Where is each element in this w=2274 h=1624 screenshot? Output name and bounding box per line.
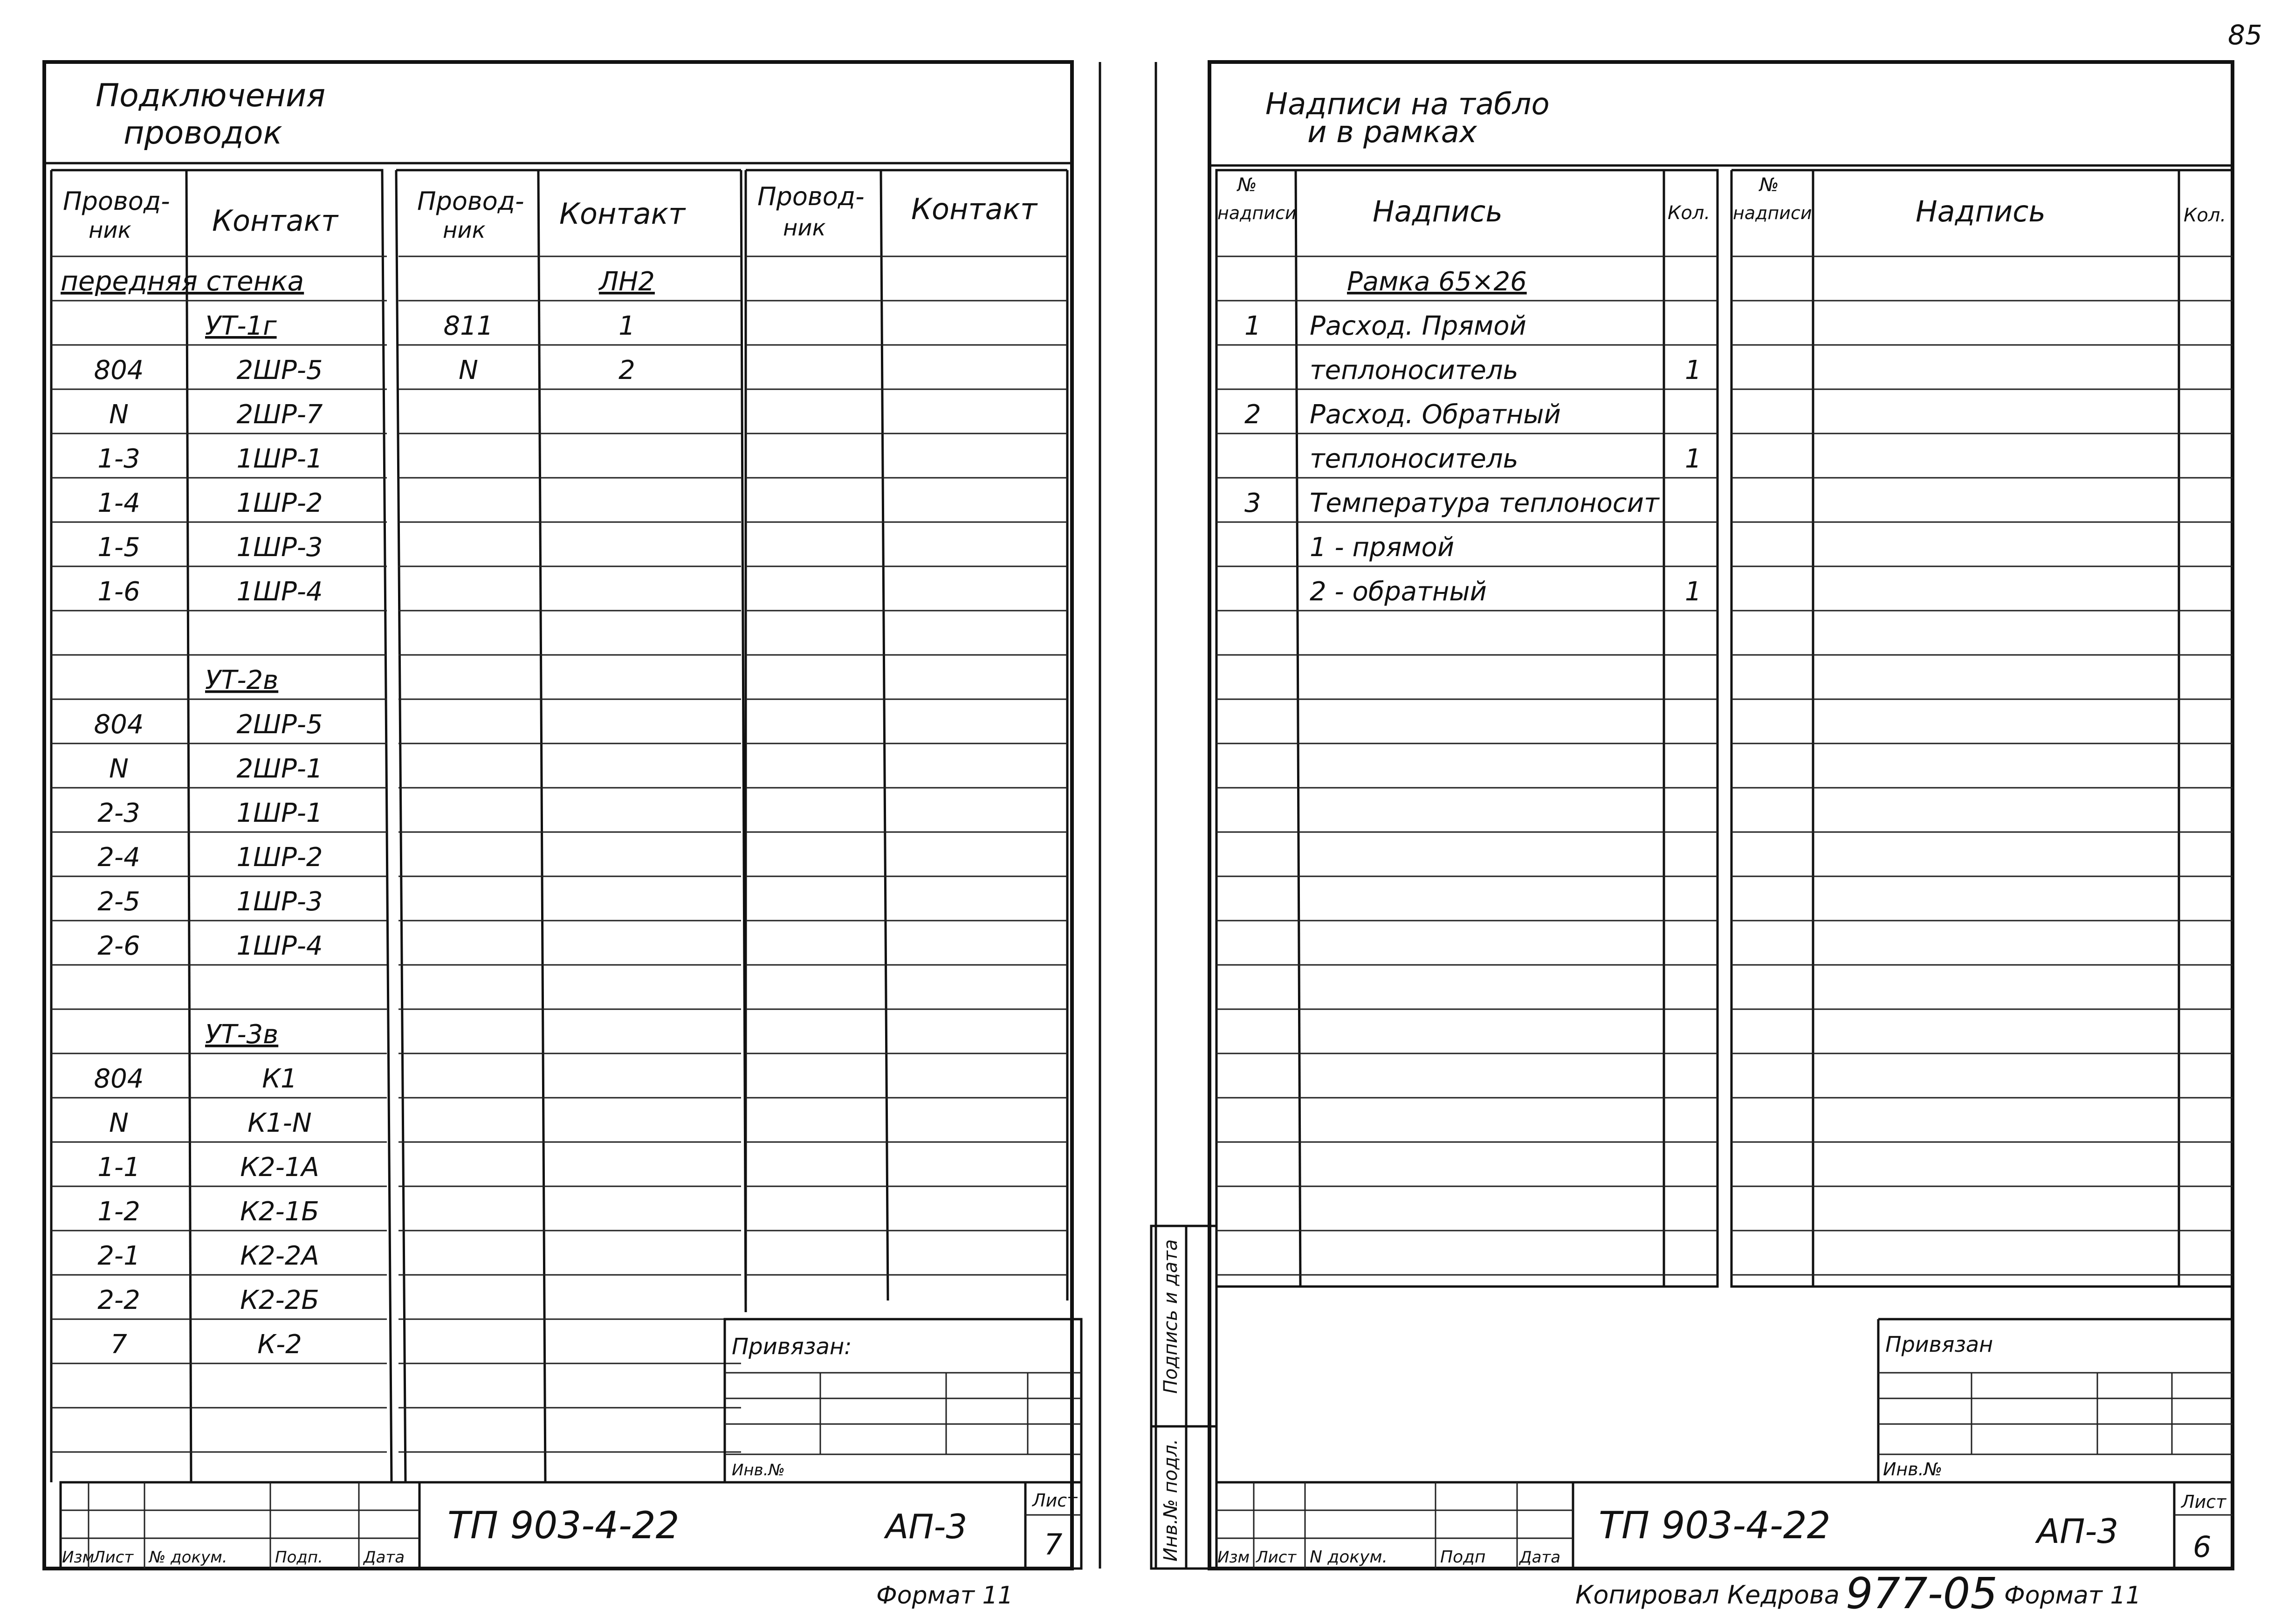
ra-header-qty: Кол. (1668, 202, 1711, 224)
t1-conductor: N (109, 399, 129, 430)
t1-conductor: 1-3 (97, 444, 140, 474)
t1-conductor: 1-6 (97, 577, 140, 607)
t1-conductor: 1-4 (97, 488, 140, 518)
left-bound-label: Привязан: (732, 1334, 852, 1360)
ra-qty: 1 (1685, 444, 1702, 474)
t1-contact: 1ШР-1 (236, 444, 323, 474)
ra-qty: 1 (1685, 355, 1702, 385)
t1-conductor: N (109, 754, 129, 784)
left-title-line1: Подключения (96, 77, 326, 114)
rb-header-num-1: № (1759, 174, 1779, 196)
inscriptions-table-b (1731, 170, 2233, 1287)
t1-contact: К2-1А (240, 1152, 319, 1183)
ra-num: 3 (1244, 488, 1261, 518)
t3-header-conductor-1: Провод- (757, 182, 865, 211)
t1-contact: 1ШР-1 (236, 798, 323, 828)
binding-strip (1072, 62, 1216, 1569)
t1-contact: 2ШР-1 (236, 754, 323, 784)
right-sheet (1209, 62, 2233, 1618)
ra-text: Расход. Прямой (1310, 311, 1526, 341)
t1-conductor: 804 (94, 709, 144, 740)
t1-section-title: передняя стенка (61, 265, 304, 297)
t1-conductor: 804 (94, 1064, 144, 1094)
t1-conductor: 2-6 (97, 931, 140, 961)
t1-conductor: 2-3 (97, 798, 140, 828)
t1-contact: 1ШР-3 (236, 887, 323, 917)
ra-num: 2 (1244, 399, 1261, 430)
t1-contact: 1ШР-4 (236, 577, 323, 607)
left-title-line2: проводок (124, 115, 282, 151)
t2-header-conductor-1: Провод- (417, 186, 524, 216)
page-number: 85 (2228, 19, 2262, 51)
right-bound-block (1878, 1319, 2233, 1482)
right-bound-label: Привязан (1885, 1332, 1993, 1357)
t1-contact: 2ШР-7 (236, 399, 323, 430)
t1-contact: 2ШР-5 (236, 355, 323, 385)
right-stamp-sheet-label: Лист (2181, 1492, 2226, 1512)
t2-header-conductor-2: ник (443, 217, 486, 243)
right-title-line1: Надписи на табло (1265, 87, 1550, 122)
right-stamp-sign: Подп (1440, 1548, 1486, 1567)
t1-conductor: 2-5 (97, 887, 140, 917)
inscriptions-table-a (1216, 170, 1718, 1287)
left-stamp-docno: № докум. (149, 1548, 227, 1567)
t2-conductor: N (459, 355, 478, 385)
right-stamp-section: АП-3 (2037, 1512, 2119, 1551)
right-stamp-izm: Изм (1217, 1548, 1250, 1567)
ra-text: 1 - прямой (1310, 532, 1455, 563)
left-stamp-date: Дата (364, 1548, 405, 1567)
t1-contact: К-2 (257, 1329, 302, 1360)
left-stamp-section: АП-3 (886, 1507, 968, 1546)
right-stamp-docno: N докум. (1310, 1548, 1388, 1567)
t1-conductor: 1-2 (97, 1197, 140, 1227)
t1-header-contact: Контакт (212, 204, 338, 238)
ra-header-num-2: надписи (1217, 203, 1297, 223)
ra-text: теплоноситель (1310, 444, 1518, 474)
t1-contact: К1 (262, 1064, 297, 1094)
right-inv-label: Инв.№ (1883, 1459, 1943, 1479)
t1-contact: 1ШР-2 (236, 488, 323, 518)
t1-conductor: 804 (94, 355, 144, 385)
t1-conductor: 2-4 (97, 842, 140, 873)
left-sheet (44, 62, 1081, 1610)
ra-num: 1 (1244, 311, 1261, 341)
ra-frame-heading: Рамка 65×26 (1347, 267, 1527, 297)
ra-text: теплоноситель (1310, 355, 1518, 385)
t1-contact: 1ШР-4 (236, 931, 323, 961)
right-title-block (1216, 1482, 2233, 1569)
t2-group-heading: ЛН2 (599, 267, 655, 297)
t1-contact: К2-2А (240, 1241, 319, 1271)
left-stamp-sign: Подп. (275, 1548, 323, 1567)
t1-group-heading: УТ-1г (205, 311, 277, 341)
t1-header-conductor-2: ник (89, 217, 131, 243)
left-inv-label: Инв.№ (732, 1461, 785, 1479)
left-title-block (61, 1482, 1081, 1569)
ra-text: 2 - обратный (1310, 577, 1487, 607)
rb-header-num-2: надписи (1733, 203, 1812, 223)
left-stamp-sheet-label: Лист (1032, 1490, 1078, 1511)
t2-conductor: 811 (443, 311, 494, 341)
t1-contact: К2-2Б (240, 1285, 319, 1315)
t1-contact: 1ШР-3 (236, 532, 323, 563)
t1-conductor: 2-1 (97, 1241, 140, 1271)
right-stamp-list: Лист (1256, 1548, 1297, 1567)
left-format-label: Формат 11 (876, 1582, 1013, 1610)
ra-text: Расход. Обратный (1310, 399, 1561, 430)
strip-inv-orig: Инв.№ подл. (1160, 1438, 1182, 1562)
rb-header-text: Надпись (1916, 194, 2046, 228)
t2-contact: 1 (618, 311, 635, 341)
ra-header-num-1: № (1237, 174, 1257, 196)
left-stamp-izm: Изм (62, 1548, 95, 1567)
ra-text: Температура теплоносит (1310, 488, 1659, 518)
strip-sign-date: Подпись и дата (1160, 1239, 1182, 1394)
right-stamp-date: Дата (1519, 1548, 1561, 1567)
left-stamp-sheet-number: 7 (1044, 1528, 1063, 1562)
t2-header-contact: Контакт (559, 197, 686, 231)
ra-header-text: Надпись (1373, 194, 1503, 228)
t1-conductor: 2-2 (97, 1285, 140, 1315)
right-format-label: Формат 11 (2004, 1582, 2141, 1610)
order-number: 977-05 (1846, 1569, 1998, 1618)
ra-qty: 1 (1685, 577, 1702, 607)
t1-header-conductor-1: Провод- (63, 186, 170, 216)
t1-contact: К2-1Б (240, 1197, 319, 1227)
t1-contact: 2ШР-5 (236, 709, 323, 740)
t1-conductor: 1-1 (97, 1152, 140, 1183)
wiring-table-2 (396, 170, 746, 1482)
t1-conductor: N (109, 1108, 129, 1138)
left-stamp-code: ТП 903-4-22 (447, 1504, 680, 1547)
t1-contact: 1ШР-2 (236, 842, 323, 873)
t1-conductor: 1-5 (97, 532, 140, 563)
t1-group-heading: УТ-3в (205, 1019, 279, 1050)
t2-contact: 2 (618, 355, 635, 385)
left-bound-block (725, 1319, 1081, 1482)
right-title-line2: и в рамках (1307, 115, 1477, 150)
t1-conductor: 7 (110, 1329, 127, 1360)
t3-header-conductor-2: ник (783, 215, 826, 241)
right-stamp-code: ТП 903-4-22 (1599, 1504, 1831, 1547)
t3-header-contact: Контакт (911, 192, 1037, 226)
wiring-table-1 (51, 170, 392, 1482)
copied-by: Копировал Кедрова (1575, 1580, 1840, 1610)
left-stamp-list: Лист (93, 1548, 134, 1567)
wiring-table-3 (746, 170, 1067, 1301)
rb-header-qty: Кол. (2184, 205, 2226, 226)
t1-contact: К1-N (247, 1108, 312, 1138)
right-stamp-sheet-number: 6 (2193, 1530, 2212, 1564)
t1-group-heading: УТ-2в (205, 665, 279, 695)
